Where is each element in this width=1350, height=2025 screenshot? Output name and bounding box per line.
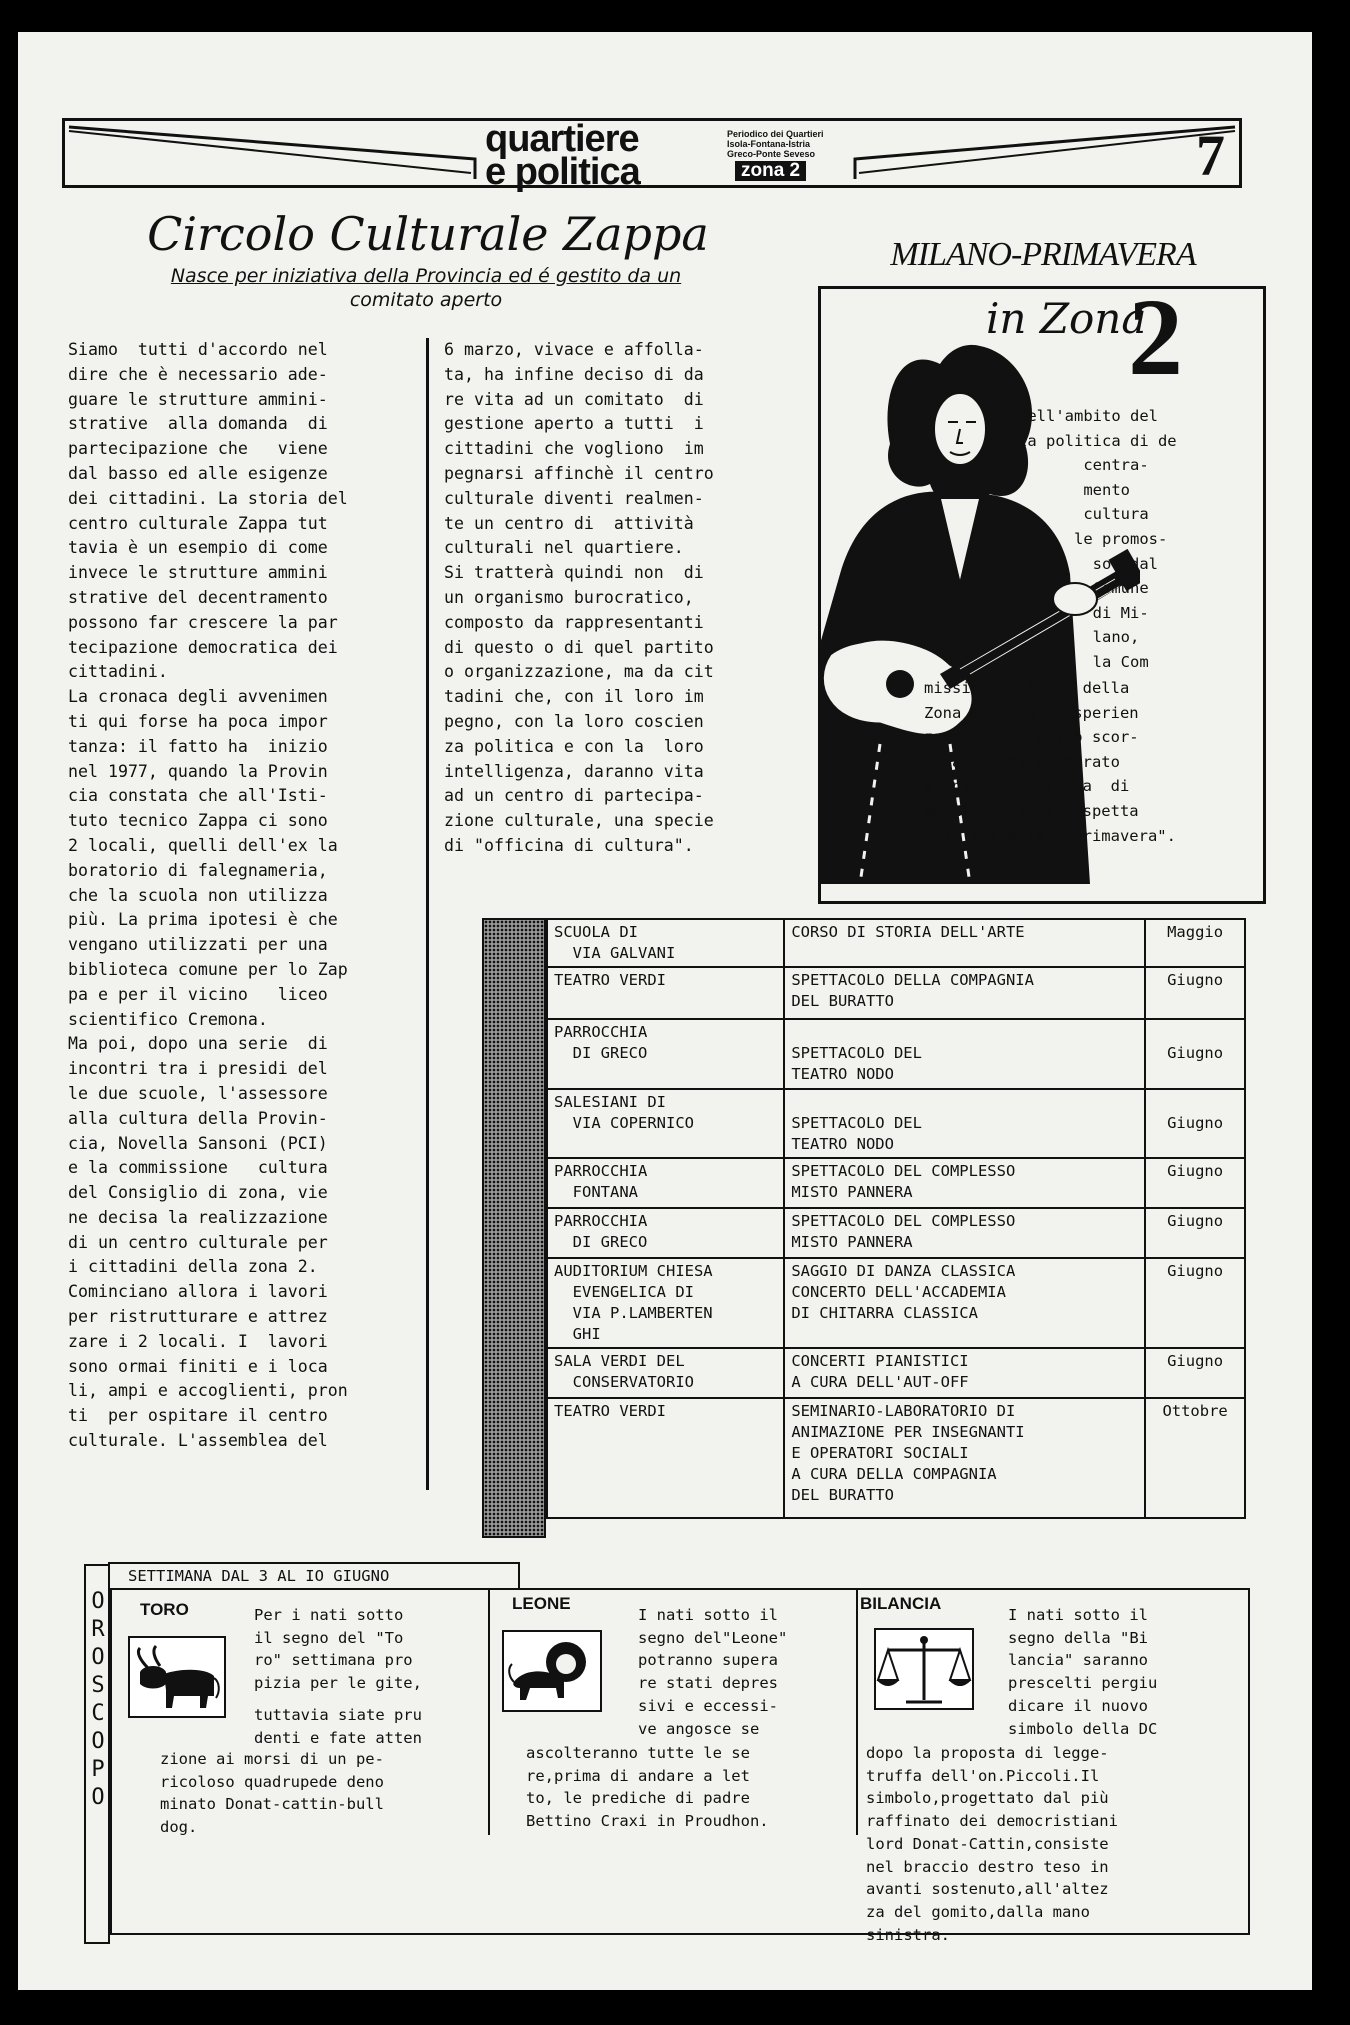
venue-cell: SALA VERDI DEL CONSERVATORIO — [547, 1348, 784, 1398]
venue-cell: AUDITORIUM CHIESA EVENGELICA DI VIA P.LAMBERTEN GHI — [547, 1258, 784, 1348]
oroscopo-week-tab: SETTIMANA DAL 3 AL IO GIUGNO — [108, 1562, 520, 1588]
milano-primavera-title: MILANO-PRIMAVERA — [890, 236, 1196, 273]
masthead-zona-badge: zona 2 — [735, 161, 806, 181]
column-divider — [426, 338, 429, 1490]
table-row — [547, 1158, 1245, 1208]
event-cell: SEMINARIO-LABORATORIO DI ANIMAZIONE PER INSEGNANTI E OPERATORI SOCIALI A CURA DELLA COMPAGNIA DEL BURATTO — [784, 1398, 1145, 1518]
zona-number: 2 — [1128, 276, 1183, 398]
table-row — [547, 1398, 1245, 1518]
event-cell: SPETTACOLO DEL TEATRO NODO — [784, 1089, 1145, 1158]
article-headline: Circolo Culturale Zappa — [147, 207, 709, 261]
venue-cell: PARROCCHIA FONTANA — [547, 1158, 784, 1208]
leone-text-top: I nati sotto il segno del"Leone" potranno supera re stati depres sivi e eccessi- ve angosce se — [638, 1606, 788, 1738]
venue-cell: SCUOLA DI VIA GALVANI — [547, 919, 784, 967]
event-cell: CONCERTI PIANISTICI A CURA DELL'AUT-OFF — [784, 1348, 1145, 1398]
month-cell: Giugno — [1145, 967, 1245, 1019]
masthead — [62, 118, 1242, 193]
table-row — [547, 1208, 1245, 1258]
table-row — [547, 967, 1245, 1019]
month-cell: Ottobre — [1145, 1398, 1245, 1518]
venue-cell: TEATRO VERDI — [547, 1398, 784, 1518]
venue-cell: SALESIANI DI VIA COPERNICO — [547, 1089, 784, 1158]
event-cell: SPETTACOLO DEL COMPLESSO MISTO PANNERA — [784, 1208, 1145, 1258]
month-cell: Maggio — [1145, 919, 1245, 967]
event-cell: SPETTACOLO DELLA COMPAGNIA DEL BURATTO — [784, 967, 1145, 1019]
bilancia-text-top: I nati sotto il segno della "Bi lancia" saranno prescelti pergiu dicare il nuovo simbolo della DC — [1008, 1606, 1158, 1738]
oroscopo-divider — [488, 1588, 490, 1835]
oroscopo-vertical-title: O R O S C O P O — [91, 1589, 105, 1810]
oroscopo-divider — [856, 1588, 858, 1835]
toro-text-mid: tuttavia siate pru denti e fate atten — [254, 1706, 422, 1747]
table-row — [547, 919, 1245, 967]
toro-title: TORO — [140, 1600, 189, 1619]
page-number: 7 — [1196, 123, 1225, 188]
lion-icon — [502, 1630, 602, 1712]
table-row — [547, 1019, 1245, 1089]
toro-text-top: Per i nati sotto il segno del "To ro" settimana pro pizia per le gite, — [254, 1606, 422, 1693]
toro-text-bottom: zione ai morsi di un pe- ricoloso quadrupede deno minato Donat-cattin-bull dog. — [160, 1750, 384, 1837]
article-subhead: Nasce per iniziativa della Provincia ed é gestito da un comitato aperto — [170, 265, 682, 311]
month-cell: Giugno — [1145, 1158, 1245, 1208]
in-zona-label: in Zona — [986, 294, 1147, 343]
milano-primavera-text-bottom: missione Cultura della Zona 2, dopo l'esperien za positiva dello scor- so anno, ha elaborato un nuovo programma di manifestazioni e spetta coli per"Milano primavera". — [924, 679, 1176, 845]
scales-icon — [874, 1628, 974, 1710]
event-cell: SPETTACOLO DEL TEATRO NODO — [784, 1019, 1145, 1089]
month-cell: Giugno — [1145, 1089, 1245, 1158]
leone-title: LEONE — [512, 1594, 571, 1613]
venue-cell: PARROCCHIA DI GRECO — [547, 1019, 784, 1089]
article-column-1: Siamo tutti d'accordo nel dire che è necessario ade- guare le strutture ammini- strative alla domanda di partecipazione che viene dal basso ed alle esigenze dei cittadini. La storia del centro culturale Zappa tut tavia è un esempio di come invece le strutture ammini strative del decentramento possono far crescere la par tecipazione democratica dei cittadini. La cronaca degli avvenimen ti qui forse ha poca impor tanza: il fatto ha inizio nel 1977, quando la Provin cia constata che all'Isti- tuto tecnico Zappa ci sono 2 locali, quelli dell'ex la boratorio di falegnameria, che la scuola non utilizza più. La prima ipotesi è che vengano utilizzati per una biblioteca comune per lo Zap pa e per il vicino liceo scientifico Cremona. Ma poi, dopo una serie di incontri tra i presidi del le due scuole, l'assessore alla cultura della Provin- cia, Novella Sansoni (PCI) e la commissione cultura del Consiglio di zona, vie ne decisa la realizzazione di un centro culturale per i cittadini della zona 2. Cominciano allora i lavori per ristrutturare e attrez zare i 2 locali. I lavori sono ormai finiti e i loca li, ampi e accoglienti, pron ti per ospitare il centro culturale. L'assemblea del — [68, 340, 348, 1451]
event-cell: CORSO DI STORIA DELL'ARTE — [784, 919, 1145, 967]
month-cell: Giugno — [1145, 1348, 1245, 1398]
month-cell: Giugno — [1145, 1258, 1245, 1348]
leone-text-bottom: ascolteranno tutte le se re,prima di andare a let to, le prediche di padre Bettino Craxi in Proudhon. — [526, 1744, 769, 1831]
table-shaded-band — [482, 918, 546, 1538]
month-cell: Giugno — [1145, 1208, 1245, 1258]
bilancia-text-bottom: dopo la proposta di legge- truffa dell'on.Piccoli.Il simbolo,progettato dal più raffinato dei democristiani lord Donat-Cattin,consiste nel braccio destro teso in avanti sostenuto,all'altez za del gomito,dalla mano sinistra. — [866, 1744, 1118, 1944]
venue-cell: TEATRO VERDI — [547, 967, 784, 1019]
table-row — [547, 1089, 1245, 1158]
table-row — [547, 1348, 1245, 1398]
table-row — [547, 1258, 1245, 1348]
article-column-2: 6 marzo, vivace e affolla- ta, ha infine deciso di da re vita ad un comitato di gestione aperto a tutti i cittadini che vogliono im pegnarsi affinchè il centro culturale diventi realmen- te un centro di attività culturali nel quartiere. Si tratterà quindi non di un organismo burocratico, composto da rappresentanti di questo o di quel partito o organizzazione, ma da cit tadini che, con il loro im pegno, con la loro coscien za politica e con la loro intelligenza, daranno vita ad un centro di partecipa- zione culturale, una specie di "officina di cultura". — [444, 340, 714, 855]
month-cell: Giugno — [1145, 1019, 1245, 1089]
bilancia-title: BILANCIA — [860, 1594, 942, 1613]
bull-icon — [128, 1636, 226, 1718]
venue-cell: PARROCCHIA DI GRECO — [547, 1208, 784, 1258]
event-cell: SPETTACOLO DEL COMPLESSO MISTO PANNERA — [784, 1158, 1145, 1208]
program-table — [546, 918, 1246, 1519]
event-cell: SAGGIO DI DANZA CLASSICA CONCERTO DELL'ACCADEMIA DI CHITARRA CLASSICA — [784, 1258, 1145, 1348]
milano-primavera-text-right: Nell'ambito del la politica di de centra- mento cultura le promos- so dal Comune di Mi- lano, la Com — [1018, 407, 1177, 671]
newspaper-page — [18, 32, 1312, 1990]
masthead-subtitle: Periodico dei Quartieri Isola-Fontana-Istria Greco-Ponte Seveso — [727, 129, 824, 159]
masthead-title: quartiere e politica — [485, 118, 640, 193]
